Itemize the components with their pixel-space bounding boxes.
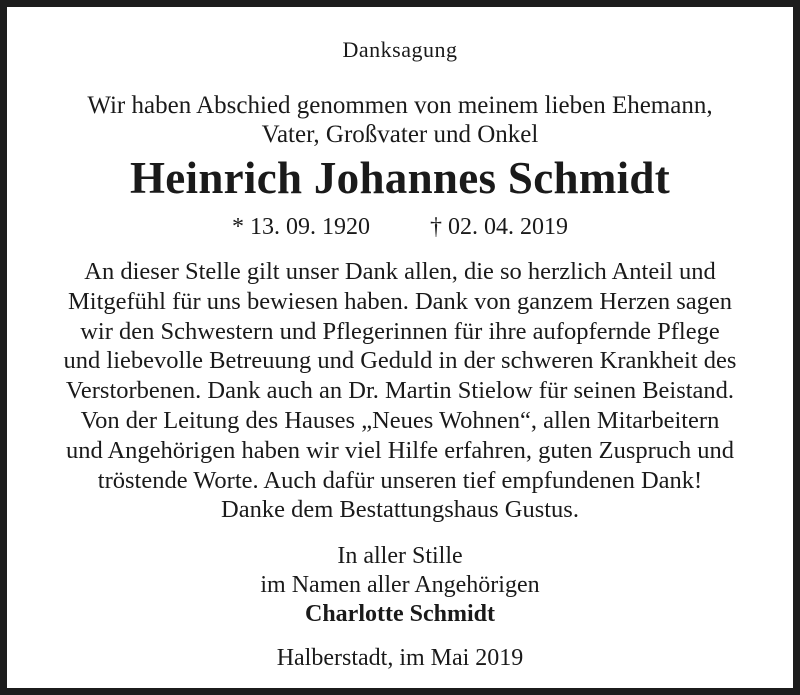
- death-date: † 02. 04. 2019: [430, 214, 568, 240]
- intro-line: Wir haben Abschied genommen von meinem lieben Ehemann,: [87, 92, 713, 119]
- thanks-text: [7, 257, 793, 525]
- thanks-line: An dieser Stelle gilt unser Dank allen, die so herzlich Anteil und: [84, 258, 716, 285]
- thanks-line: Danke dem Bestattungshaus Gustus.: [221, 496, 579, 524]
- birth-date: * 13. 09. 1920: [232, 214, 370, 240]
- deceased-name: Heinrich Johannes Schmidt: [129, 153, 671, 203]
- closing-line: im Namen aller Angehörigen: [260, 572, 540, 598]
- intro-line: Vater, Großvater und Onkel: [261, 121, 539, 148]
- notice-heading: Danksagung: [342, 37, 458, 62]
- life-dates: [7, 212, 793, 242]
- thanks-line: Verstorbenen. Dank auch an Dr. Martin Stielow für seinen Beistand.: [65, 377, 735, 405]
- thanks-line: und liebevolle Betreuung und Geduld in der schweren Krankheit des: [63, 347, 737, 375]
- closing-block: [7, 542, 793, 629]
- thanks-line: und Angehörigen haben wir viel Hilfe erfahren, guten Zuspruch und: [65, 436, 735, 464]
- intro-text: [7, 91, 793, 149]
- thanks-line: Von der Leitung des Hauses „Neues Wohnen“, allen Mitarbeitern: [80, 406, 720, 434]
- signer-name: Charlotte Schmidt: [305, 601, 495, 627]
- thanks-line: Mitgefühl für uns bewiesen haben. Dank von ganzem Herzen sagen: [67, 287, 732, 315]
- thanks-line: tröstende Worte. Auch dafür unseren tief empfundenen Dank!: [97, 466, 703, 494]
- closing-line: In aller Stille: [337, 543, 463, 569]
- place-date: Halberstadt, im Mai 2019: [276, 645, 524, 671]
- thanks-line: wir den Schwestern und Pflegerinnen für ihre aufopfernde Pflege: [80, 317, 720, 345]
